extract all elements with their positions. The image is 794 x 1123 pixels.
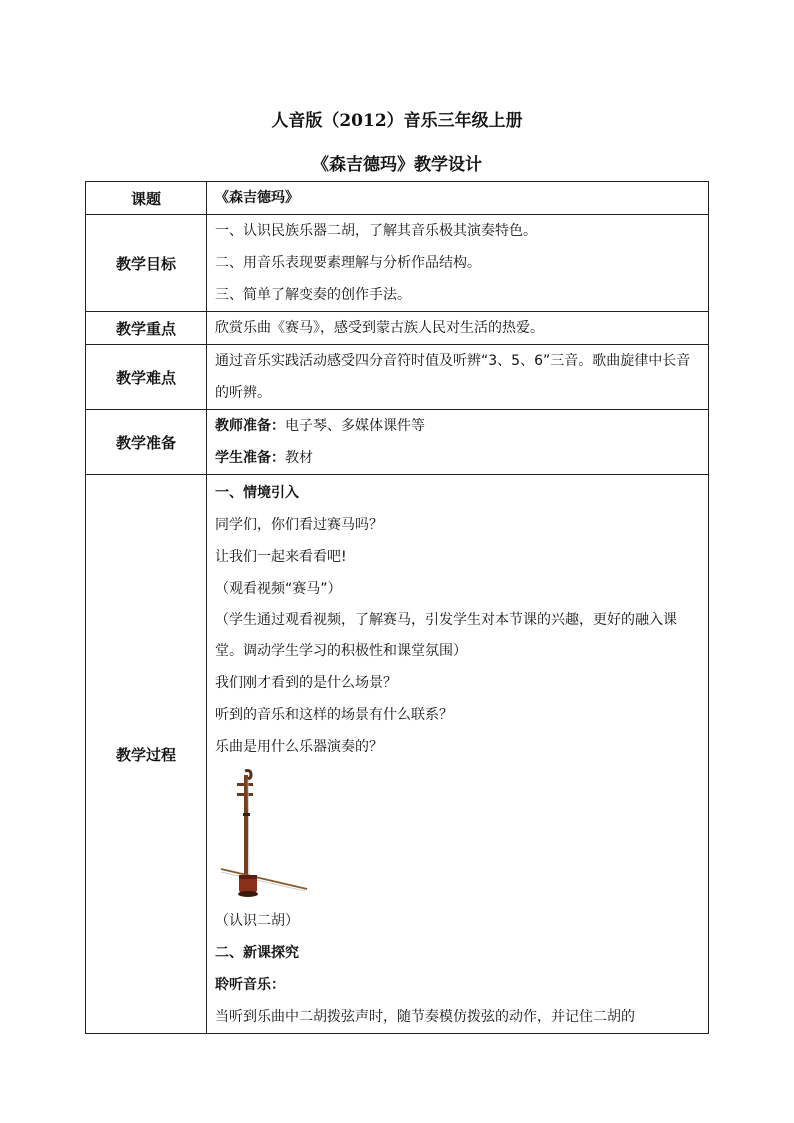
value-difficulties: 通过音乐实践活动感受四分音符时值及听辨“3、5、6”三音。歌曲旋律中长音的听辨。 — [207, 345, 709, 410]
row-preparation — [86, 410, 709, 475]
row-process — [86, 475, 709, 1034]
value-goals — [207, 215, 709, 312]
student-prep-value: 教材 — [285, 450, 313, 466]
section-intro-title: 一、情境引入 — [215, 485, 299, 501]
section-explore-title: 二、新课探究 — [215, 945, 299, 961]
process-note: （学生通过观看视频，了解赛马，引发学生对本节课的兴趣，更好的融入课堂。调动学生学习的积极性和课堂氛围） — [215, 612, 677, 659]
erhu-caption: （认识二胡） — [215, 913, 299, 929]
row-key-points — [86, 312, 709, 345]
document-title: 人音版（2012）音乐三年级上册 — [271, 111, 523, 131]
goal-item-2: 二、用音乐表现要素理解与分析作品结构。 — [215, 255, 481, 271]
process-line-5: 听到的音乐和这样的场景有什么联系？ — [215, 707, 453, 723]
listen-label: 聆听音乐： — [215, 977, 285, 993]
label-goals: 教学目标 — [86, 215, 207, 312]
teacher-prep-value: 电子琴、多媒体课件等 — [285, 418, 425, 434]
process-line-1: 同学们，你们看过赛马吗？ — [215, 517, 383, 533]
label-topic: 课题 — [86, 182, 207, 215]
row-difficulties — [86, 345, 709, 410]
process-line-4: 我们刚才看到的是什么场景？ — [215, 675, 397, 691]
teacher-prep-label: 教师准备： — [215, 418, 285, 434]
value-topic — [207, 182, 709, 215]
process-line-2: 让我们一起来看看吧! — [215, 549, 347, 565]
label-preparation: 教学准备 — [86, 410, 207, 475]
label-difficulties: 教学难点 — [86, 345, 207, 410]
goal-item-3: 三、简单了解变奏的创作手法。 — [215, 287, 411, 303]
goal-item-1: 一、认识民族乐器二胡，了解其音乐极其演奏特色。 — [215, 223, 537, 239]
process-last-line: 当听到乐曲中二胡拨弦声时，随节奏模仿拨弦的动作，并记住二胡的 — [215, 1009, 635, 1025]
value-key-points — [207, 312, 709, 345]
label-process: 教学过程 — [86, 475, 207, 1034]
lesson-plan-table — [85, 181, 709, 1034]
erhu-image — [217, 769, 309, 899]
label-key-points: 教学重点 — [86, 312, 207, 345]
row-goals — [86, 215, 709, 312]
value-preparation — [207, 410, 709, 475]
topic-text: 《森吉德玛》 — [215, 190, 299, 206]
student-prep-label: 学生准备： — [215, 450, 285, 466]
process-line-3: （观看视频“赛马”） — [215, 581, 342, 597]
value-process — [207, 475, 709, 1034]
row-topic — [86, 182, 709, 215]
key-points-text: 欣赏乐曲《赛马》，感受到蒙古族人民对生活的热爱。 — [215, 320, 544, 336]
process-line-6: 乐曲是用什么乐器演奏的？ — [215, 739, 383, 755]
document-subtitle: 《森吉德玛》教学设计 — [312, 155, 482, 175]
